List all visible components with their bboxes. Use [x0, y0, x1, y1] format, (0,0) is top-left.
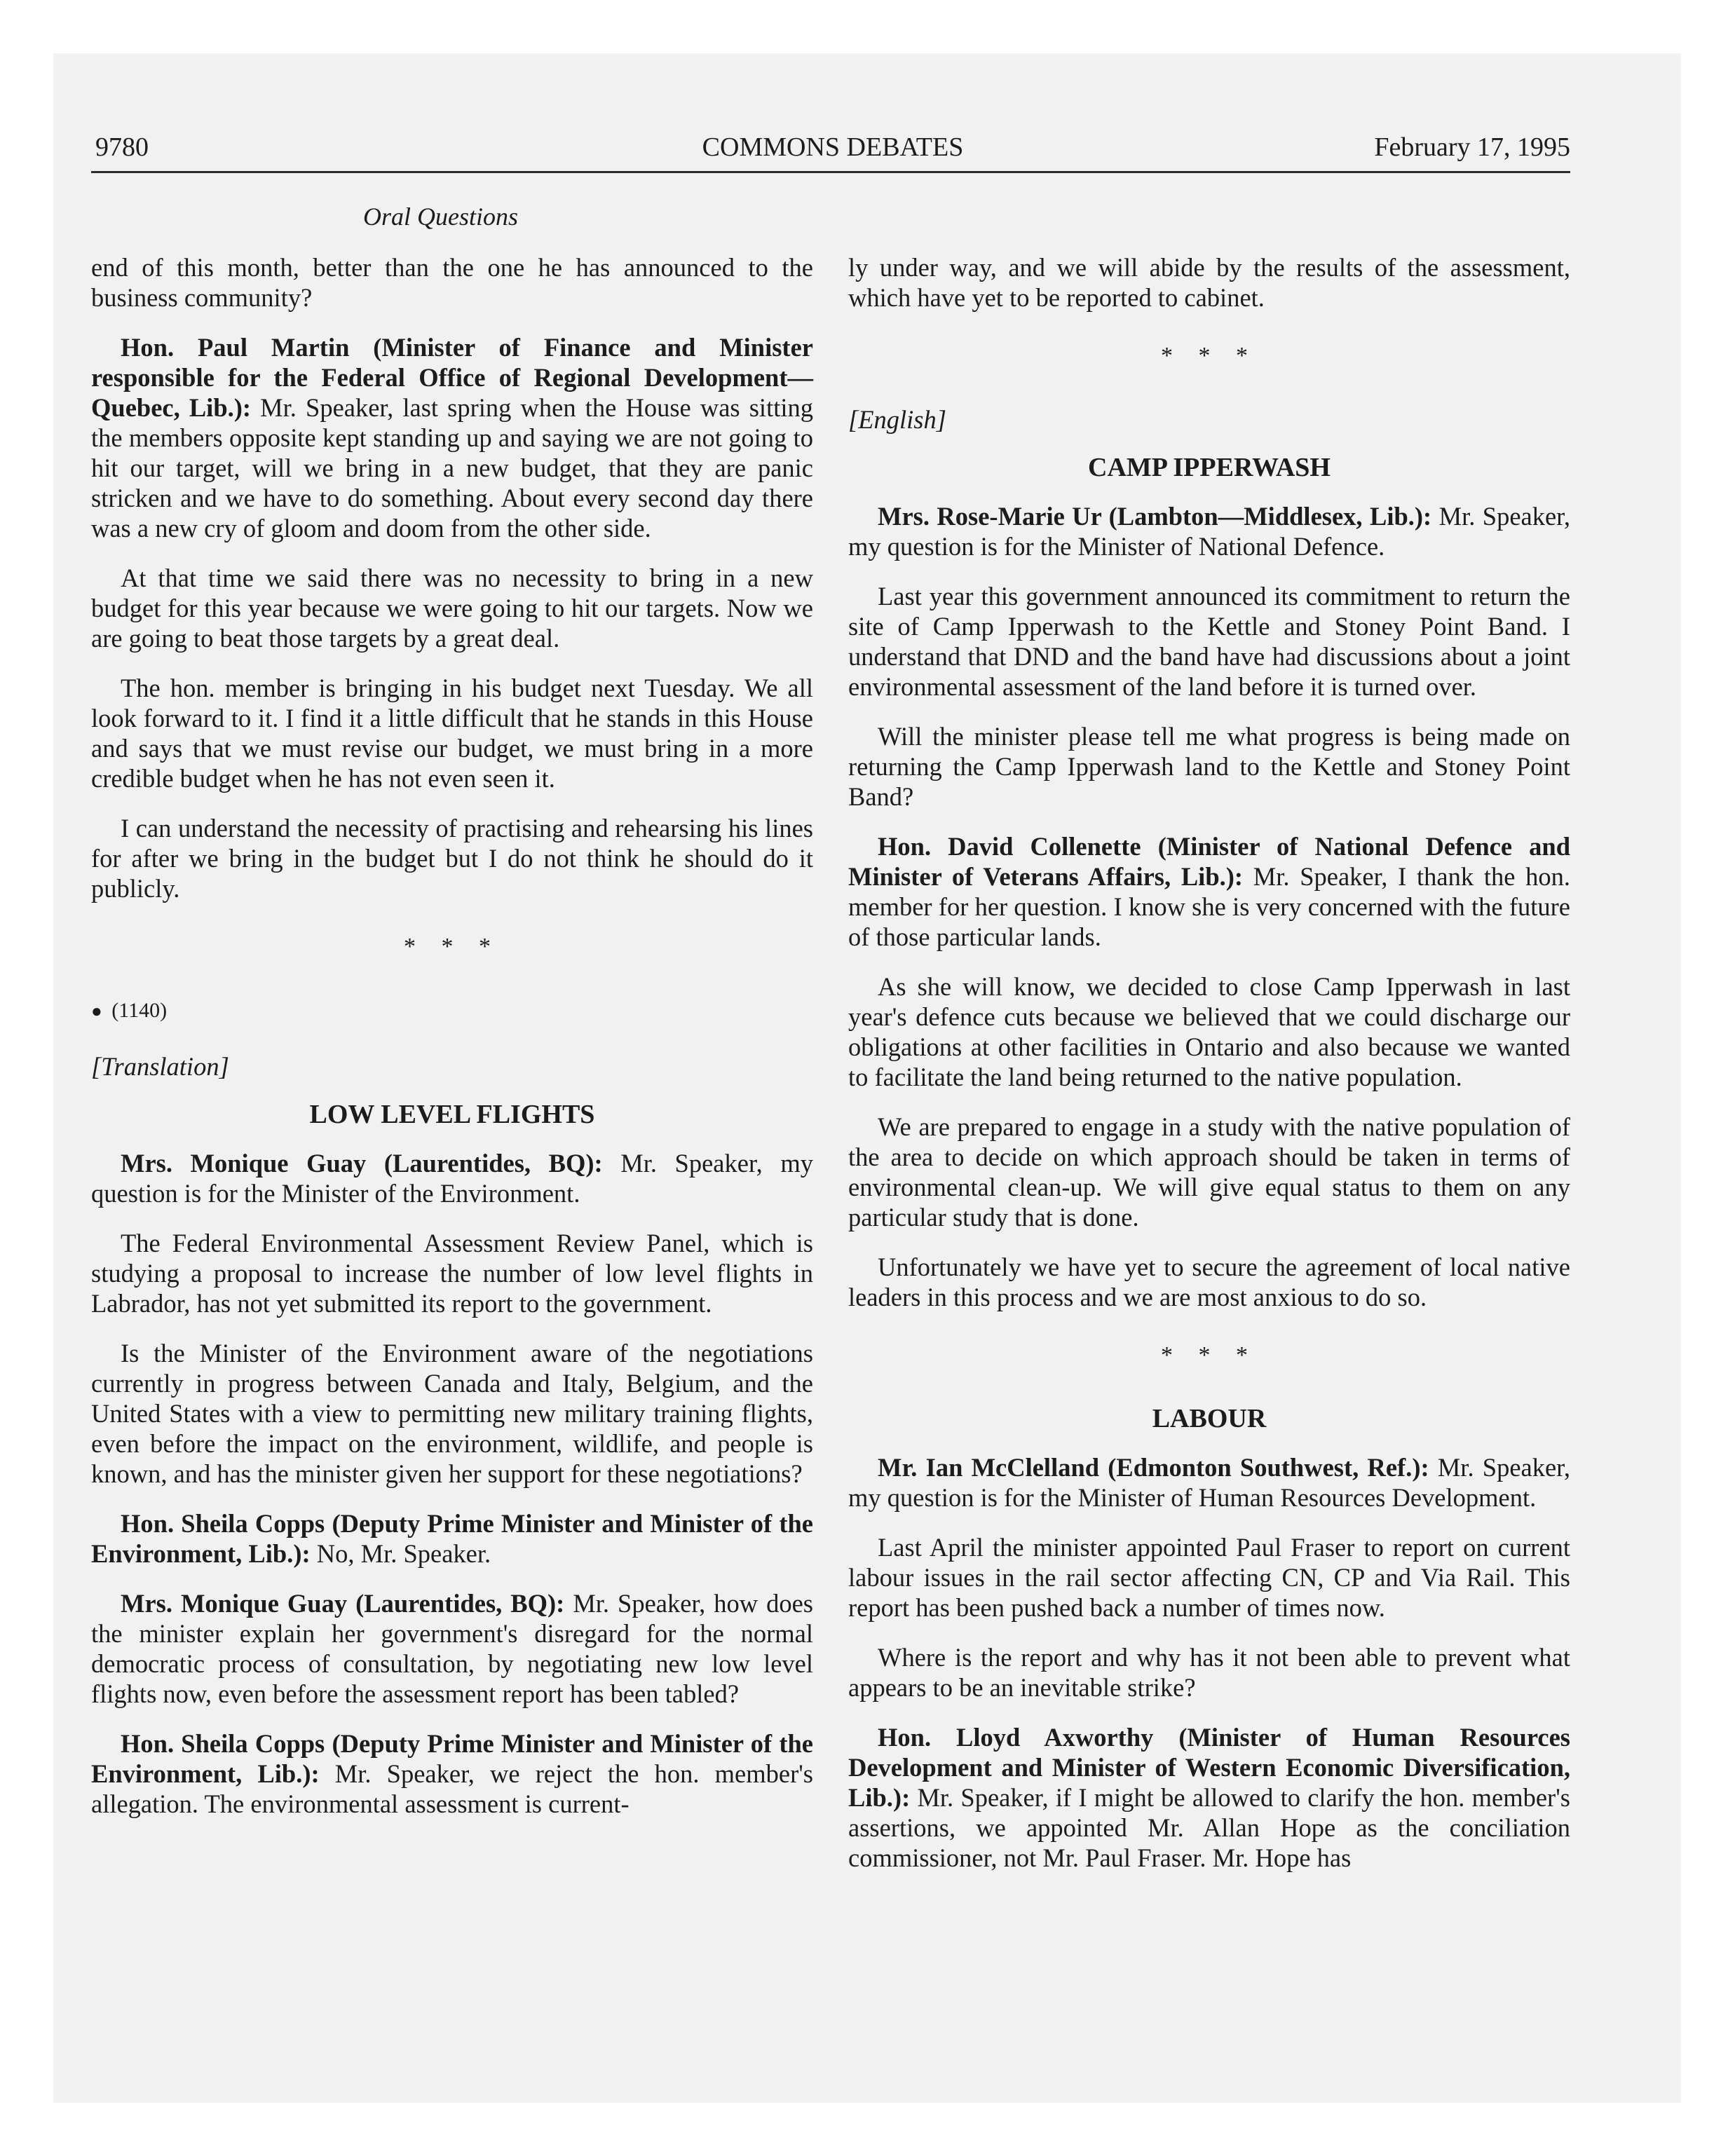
speaker-name: Mrs. Monique Guay (Laurentides, BQ): [121, 1149, 603, 1178]
page-number: 9780 [95, 132, 149, 162]
paragraph: Last year this government announced its commitment to return the site of Camp Ipperwash to the Kettle and Stoney Point Band. I understand that DND and the band have had discussions about a joint environmental assessment of the land before it is turned over. [848, 582, 1570, 701]
language-marker: [Translation] [91, 1052, 229, 1081]
time-value: (1140) [111, 999, 168, 1022]
page-date: February 17, 1995 [1374, 132, 1570, 162]
paragraph [848, 501, 1570, 561]
speaker-name: Hon. David Collenette (Minister of National Defence and Minister of Veterans Affairs, Lib.): [848, 832, 1570, 891]
paragraph: Will the minister please tell me what progress is being made on returning the Camp Ipperwash land to the Kettle and Stoney Point Band? [848, 722, 1570, 811]
section-heading: CAMP IPPERWASH [1088, 453, 1331, 482]
bullet-icon: ● [91, 1001, 102, 1021]
speaker-name: Hon. Lloyd Axworthy (Minister of Human Resources Development and Minister of Western Economic Diversification, Lib.): [848, 1723, 1570, 1812]
paragraph: As she will know, we decided to close Camp Ipperwash in last year's defence cuts because we believed that we could discharge our obligations at other facilities in Ontario and also because we wanted to facilitate the land being returned to the native population. [848, 972, 1570, 1091]
speaker-name: Hon. Sheila Copps (Deputy Prime Minister and Minister of the Environment, Lib.): [91, 1729, 813, 1788]
paragraph: Where is the report and why has it not been able to prevent what appears to be an inevitable strike? [848, 1643, 1570, 1702]
paragraph [91, 1728, 813, 1819]
paragraph [91, 1148, 813, 1208]
speech-text: Mr. Speaker, my question is for the Minister of National Defence. [848, 502, 1570, 561]
speaker-name: Mrs. Rose-Marie Ur (Lambton—Middlesex, Lib.): [878, 502, 1432, 531]
speech-text: Mr. Speaker, if I might be allowed to clarify the hon. member's assertions, we appointed Mr. Allan Hope as the conciliation commissioner, not Mr. Paul Fraser. Mr. Hope has [848, 1783, 1570, 1872]
section-heading: LOW LEVEL FLIGHTS [309, 1100, 595, 1129]
speaker-name: Hon. Sheila Copps (Deputy Prime Minister and Minister of the Environment, Lib.): [91, 1509, 813, 1568]
publication-title: COMMONS DEBATES [702, 132, 964, 162]
language-marker: [English] [848, 405, 946, 434]
paragraph: At that time we said there was no necessity to bring in a new budget for this year because we were going to hit our targets. Now we are going to beat those targets by a great deal. [91, 564, 813, 653]
paragraph [848, 1722, 1570, 1873]
paragraph [848, 1452, 1570, 1513]
paragraph [91, 1508, 813, 1569]
speaker-name: Hon. Paul Martin (Minister of Finance and Minister responsible for the Federal Office of Regional Development—Quebec, Lib.): [91, 333, 813, 422]
paragraph: Is the Minister of the Environment aware of the negotiations currently in progress between Canada and Italy, Belgium, and the United States with a view to permitting new military training flights, even before the impact on the environment, wildlife, and people is known, and has the minister given her support for these negotiations? [91, 1339, 813, 1488]
speech-text: No, Mr. Speaker. [310, 1539, 491, 1568]
paragraph: I can understand the necessity of practising and rehearsing his lines for after we bring in the budget but I do not think he should do it publicly. [91, 814, 813, 903]
speech-text: Mr. Speaker, last spring when the House was sitting the members opposite kept standing up and saying we are not going to hit our target, will we bring in a new budget, that they are panic stricken and we have to do something. About every second day there was a new cry of gloom and doom from the other side. [91, 393, 813, 543]
header-rule [91, 171, 1570, 173]
paragraph [91, 1588, 813, 1709]
speech-text: Mr. Speaker, I thank the hon. member for her question. I know she is very concerned with the future of those particular lands. [848, 862, 1570, 951]
speaker-name: Mr. Ian McClelland (Edmonton Southwest, Ref.): [878, 1453, 1429, 1482]
section-separator: * * * [1161, 343, 1258, 369]
paragraph: We are prepared to engage in a study with the native population of the area to decide on which approach should be taken in terms of environmental clean-up. We will give equal status to them on any particular study that is done. [848, 1112, 1570, 1231]
section-separator: * * * [404, 934, 501, 960]
paragraph: The Federal Environmental Assessment Review Panel, which is studying a proposal to increase the number of low level flights in Labrador, has not yet submitted its report to the government. [91, 1229, 813, 1318]
speech-text: Mr. Speaker, how does the minister explain her government's disregard for the normal democratic process of consultation, by negotiating new low level flights now, even before the assessment report has been tabled? [91, 1589, 813, 1708]
right-column [848, 252, 1570, 1892]
paragraph [848, 831, 1570, 952]
running-head: Oral Questions [363, 203, 519, 231]
paragraph: Last April the minister appointed Paul Fraser to report on current labour issues in the rail sector affecting CN, CP and Via Rail. This report has been pushed back a number of times now. [848, 1533, 1570, 1622]
section-heading: LABOUR [1152, 1404, 1267, 1433]
left-column [91, 252, 813, 1838]
section-separator: * * * [1161, 1342, 1258, 1368]
time-stamp [91, 995, 813, 1026]
paragraph: ly under way, and we will abide by the results of the assessment, which have yet to be reported to cabinet. [848, 253, 1570, 312]
speaker-name: Mrs. Monique Guay (Laurentides, BQ): [121, 1589, 565, 1618]
paragraph: The hon. member is bringing in his budget next Tuesday. We all look forward to it. I find it a little difficult that he stands in this House and says that we must revise our budget, we must bring in a more credible budget when he has not even seen it. [91, 674, 813, 793]
speech-text: Mr. Speaker, we reject the hon. member's allegation. The environmental assessment is current- [91, 1759, 814, 1818]
speech-text: Mr. Speaker, my question is for the Minister of Human Resources Development. [848, 1453, 1570, 1512]
paragraph: end of this month, better than the one he has announced to the business community? [91, 253, 813, 312]
paragraph: Unfortunately we have yet to secure the agreement of local native leaders in this process and we are most anxious to do so. [848, 1253, 1570, 1311]
page-header [95, 132, 1570, 167]
paragraph [91, 332, 813, 543]
speech-text: Mr. Speaker, my question is for the Minister of the Environment. [91, 1149, 813, 1208]
